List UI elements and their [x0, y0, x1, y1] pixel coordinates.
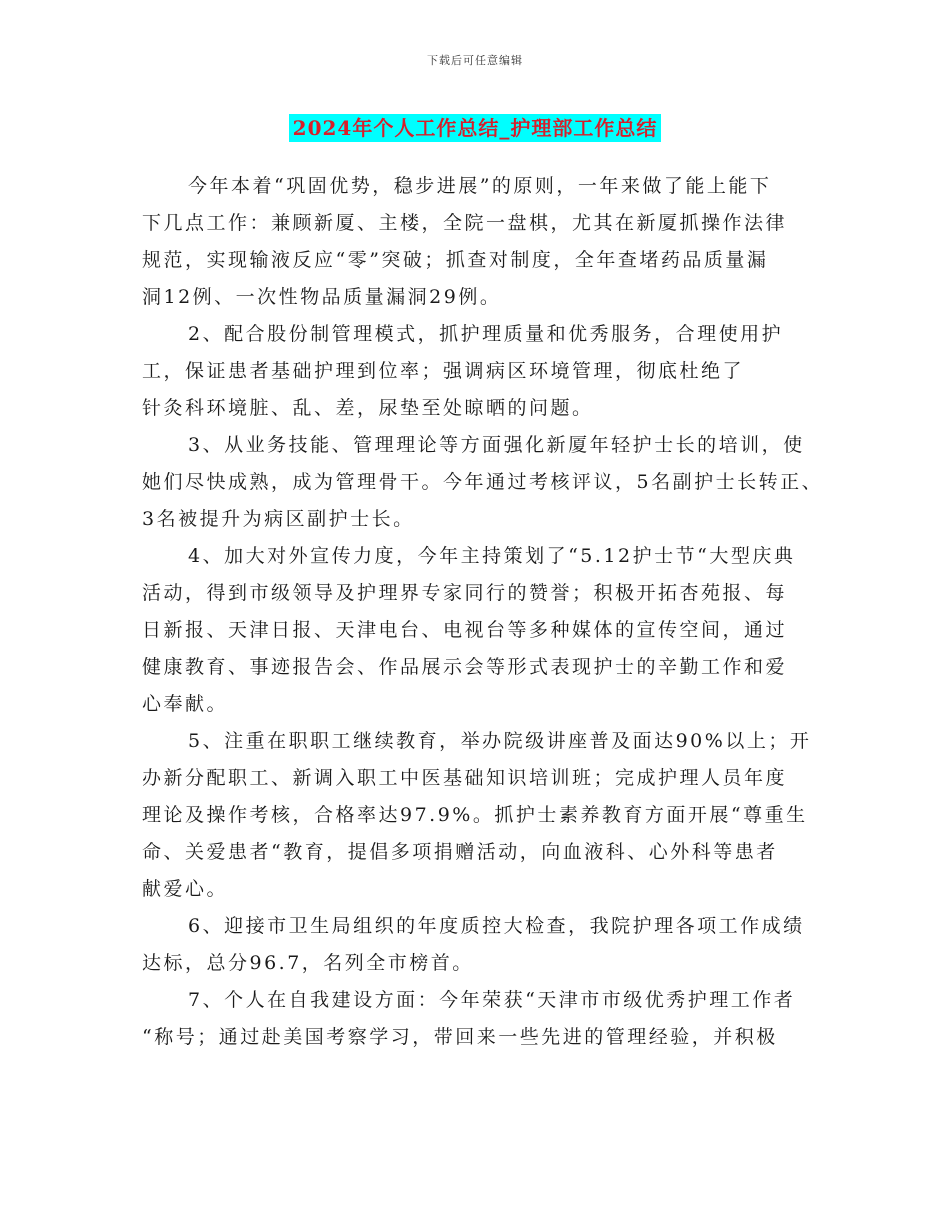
paragraph: [142, 723, 822, 908]
paragraph-line: 2、配合股份制管理模式，抓护理质量和优秀服务，合理使用护: [188, 323, 784, 345]
paragraph-line: 工，保证患者基础护理到位率；强调病区环境管理，彻底杜绝了: [142, 360, 745, 382]
paragraph: [142, 316, 822, 427]
document-body: [142, 168, 822, 1056]
paragraph-line: 5、注重在职职工继续教育，举办院级讲座普及面达90%以上；开: [188, 730, 812, 752]
paragraph-line: 日新报、天津日报、天津电台、电视台等多种媒体的宣传空间，通过: [142, 619, 788, 641]
paragraph-line: 理论及操作考核，合格率达97.9%。抓护士素养教育方面开展“尊重生: [142, 804, 808, 826]
paragraph-line: 规范，实现输液反应“零”突破；抓查对制度，全年查堵药品质量漏: [142, 249, 769, 271]
paragraph-line: 下几点工作：兼顾新厦、主楼，全院一盘棋，尤其在新厦抓操作法律: [142, 212, 788, 234]
paragraph-line: 7、个人在自我建设方面：今年荣获“天津市市级优秀护理工作者: [188, 989, 796, 1011]
document-title-wrapper: [0, 112, 950, 141]
paragraph-line: 洞12例、一次性物品质量漏洞29例。: [142, 286, 502, 308]
paragraph: [142, 538, 822, 723]
paragraph: [142, 427, 822, 538]
paragraph-line: 针灸科环境脏、乱、差，尿垫至处晾晒的问题。: [142, 397, 594, 419]
paragraph-line: 命、关爱患者“教育，提倡多项捐赠活动，向血液科、心外科等患者: [142, 841, 778, 863]
paragraph-line: 献爱心。: [142, 878, 229, 900]
paragraph-line: 办新分配职工、新调入职工中医基础知识培训班；完成护理人员年度: [142, 767, 788, 789]
paragraph-line: 达标，总分96.7，名列全市榜首。: [142, 952, 474, 974]
document-title: 2024年个人工作总结_护理部工作总结: [289, 114, 662, 142]
paragraph-line: 3名被提升为病区副护士长。: [142, 508, 415, 530]
paragraph-line: 3、从业务技能、管理理论等方面强化新厦年轻护士长的培训，使: [188, 434, 805, 456]
paragraph: [142, 908, 822, 982]
paragraph: [142, 168, 822, 316]
paragraph-line: “称号；通过赴美国考察学习，带回来一些先进的管理经验，并积极: [142, 1026, 778, 1048]
paragraph-line: 健康教育、事迹报告会、作品展示会等形式表现护士的辛勤工作和爱: [142, 656, 788, 678]
paragraph-line: 4、加大对外宣传力度，今年主持策划了“5.12护士节“大型庆典: [188, 545, 796, 567]
paragraph-line: 今年本着“巩固优势，稳步进展”的原则，一年来做了能上能下: [188, 175, 772, 197]
paragraph-line: 活动，得到市级领导及护理界专家同行的赞誉；积极开拓杏苑报、每: [142, 582, 788, 604]
paragraph: [142, 982, 822, 1056]
page-header: 下载后可任意编辑: [427, 54, 523, 67]
paragraph-line: 心奉献。: [142, 693, 229, 715]
paragraph-line: 6、迎接市卫生局组织的年度质控大检查，我院护理各项工作成绩: [188, 915, 805, 937]
paragraph-line: 她们尽快成熟，成为管理骨干。今年通过考核评议，5名副护士长转正、: [142, 471, 824, 493]
